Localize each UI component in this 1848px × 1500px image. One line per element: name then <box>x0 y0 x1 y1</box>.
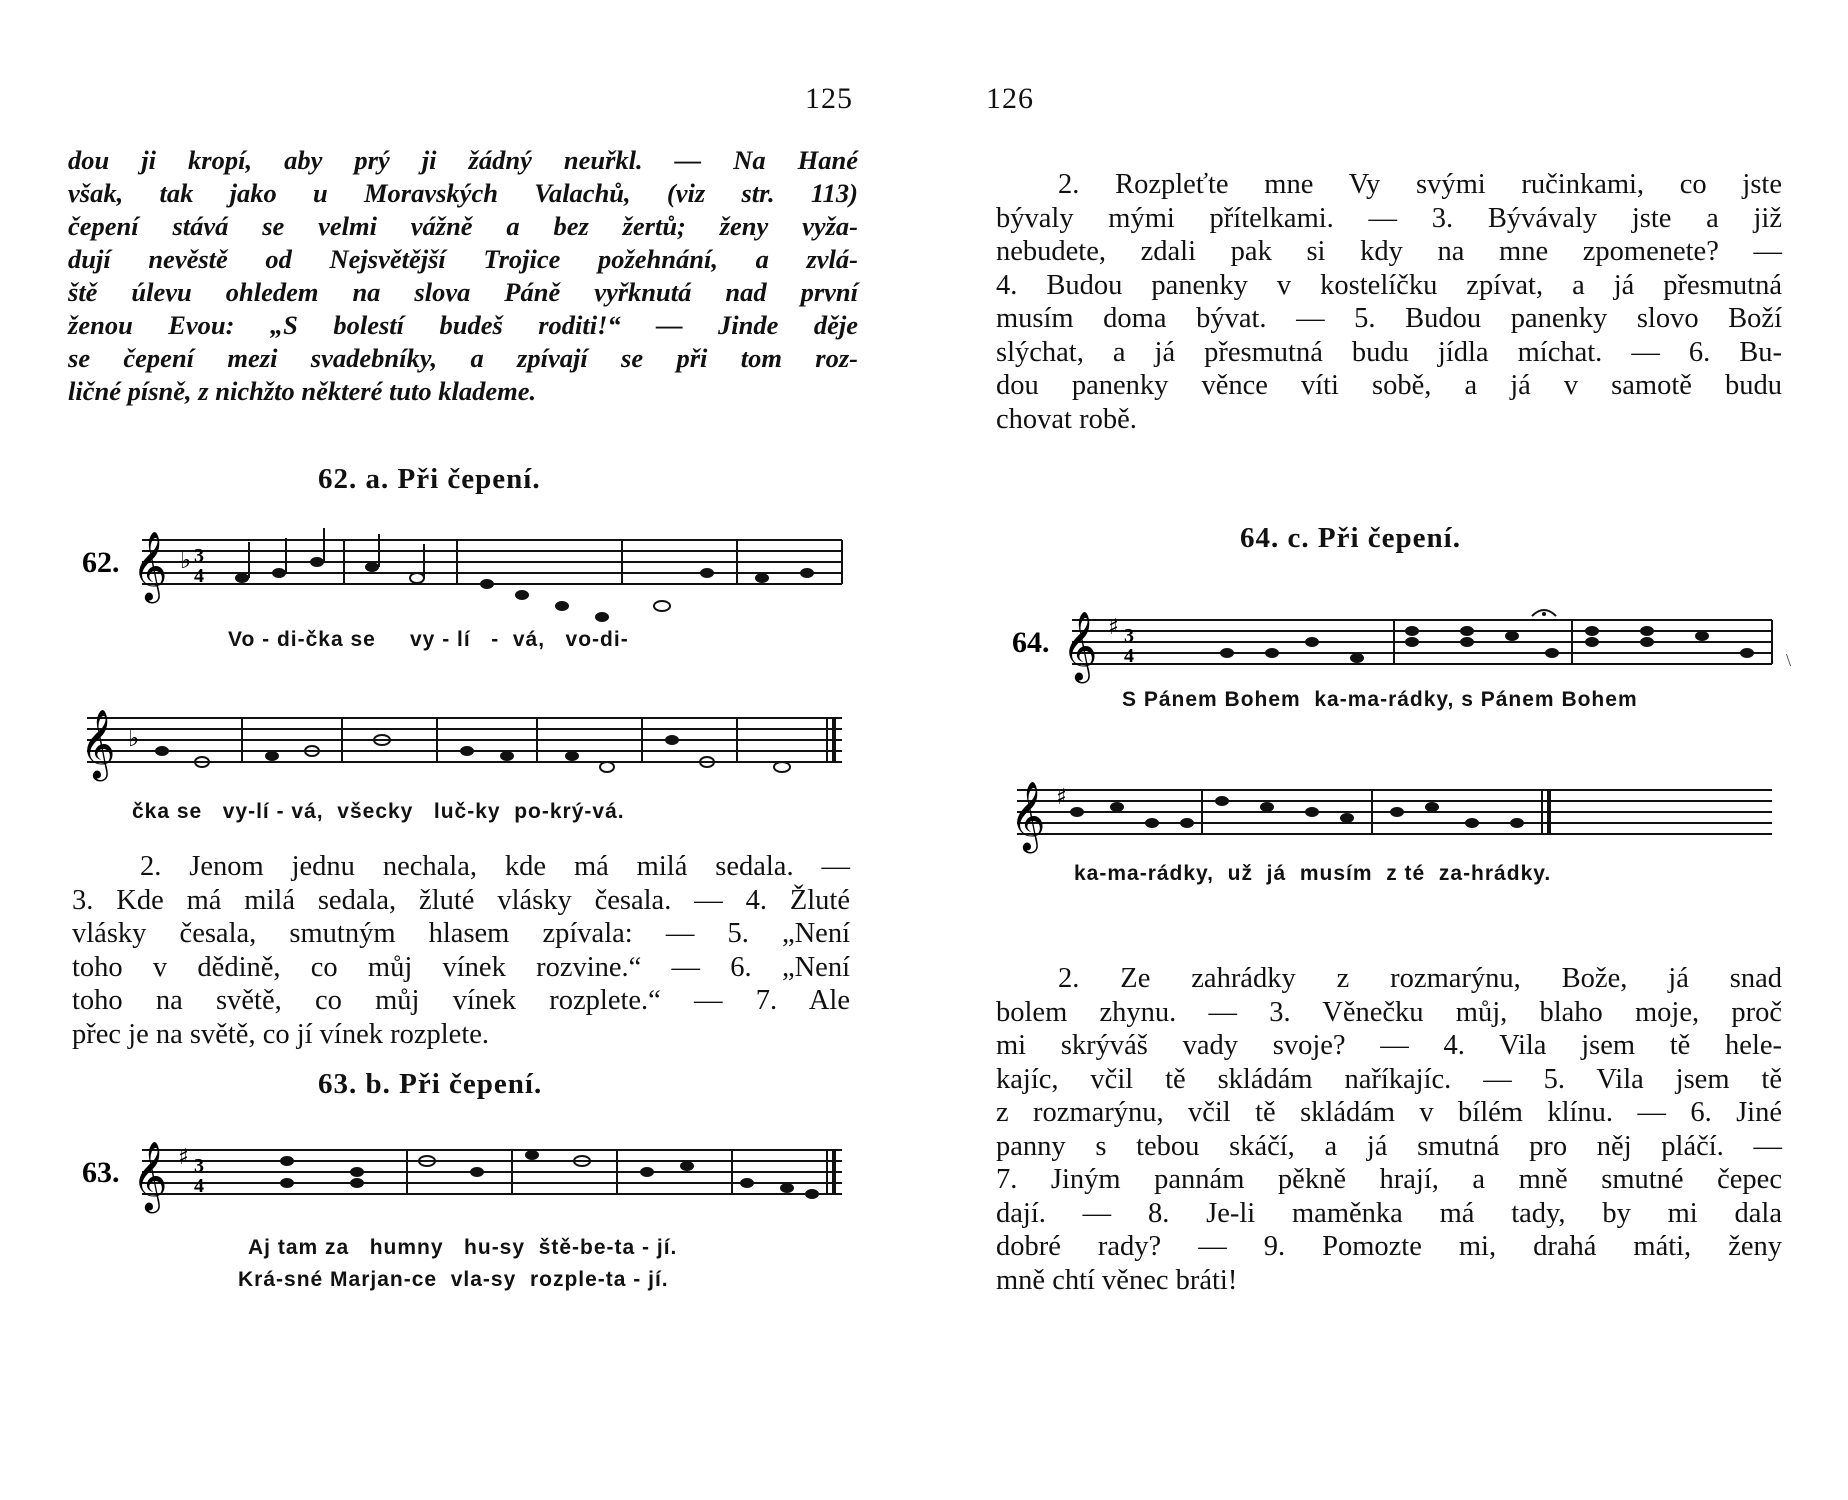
song-62-verses <box>72 850 850 1051</box>
text-line: z rozmarýnu, včil tě skládám v bílém klínu. — 6. Jiné <box>996 1097 1782 1128</box>
treble-clef-icon: 𝄞 <box>80 709 116 779</box>
treble-clef-icon: 𝄞 <box>132 531 168 601</box>
song-62-staff-2 <box>82 700 852 795</box>
text-line: panny s tebou skáčí, a já smutná pro něj pláčí. — <box>996 1130 1782 1162</box>
music-staff-icon <box>1012 598 1782 698</box>
text-line: ličné písně, z nichžto některé tuto klademe. <box>68 376 537 406</box>
music-staff-icon <box>82 520 852 620</box>
text-line: však, tak jako u Moravských Valachů, (viz str. 113) <box>68 178 858 208</box>
text-line: dobré rady? — 9. Pomozte mi, drahá máti, ženy <box>996 1231 1782 1262</box>
song-63-staff <box>82 1128 852 1233</box>
text-line: se čepení mezi svadebníky, a zpívají se při tom roz- <box>68 343 858 373</box>
text-line: 7. Jiným pannám pěkně hrají, a mně smutné čepec <box>996 1164 1782 1195</box>
music-staff-icon <box>82 700 852 790</box>
music-staff-icon <box>1012 770 1782 860</box>
music-staff-icon <box>82 1128 852 1228</box>
text-line: mně chtí věnec bráti! <box>996 1264 1238 1296</box>
song-64-lyrics-2: ka-ma-rádky, už já musím z té za-hrádky. <box>1074 862 1552 885</box>
svg-text:4: 4 <box>194 1175 204 1197</box>
text-line: nebudete, zdali pak si kdy na mne zpomenete? — <box>996 236 1782 267</box>
svg-text:♭: ♭ <box>180 546 192 574</box>
svg-text:3: 3 <box>1124 625 1134 647</box>
song-63-heading: 63. b. Při čepení. <box>318 1068 543 1100</box>
svg-text:♯: ♯ <box>1056 785 1067 810</box>
text-line: chovat robě. <box>996 403 1137 435</box>
song-64-heading: 64. c. Při čepení. <box>1240 522 1461 554</box>
text-line: čepení stává se velmi vážně a bez žertů; ženy vyža- <box>68 211 858 241</box>
song-number: 62. <box>82 546 120 579</box>
text-line: kajíc, včil tě skládám naříkajíc. — 5. Vila jsem tě <box>996 1063 1782 1095</box>
song-62-lyrics-1: Vo - di-čka se vy - lí - vá, vo-di- <box>228 628 629 651</box>
text-line: dují nevěstě od Nejsvětější Trojice požehnání, a zvlá- <box>68 244 858 274</box>
song-62-lyrics-2: čka se vy-lí - vá, všecky luč-ky po-krý-vá. <box>132 800 625 823</box>
svg-text:4: 4 <box>194 565 204 587</box>
text-line: mi skrýváš vady svoje? — 4. Vila jsem tě hele- <box>996 1030 1782 1061</box>
intro-paragraph <box>68 144 858 408</box>
text-line: dou ji kropí, aby prý ji žádný neuřkl. — Na Hané <box>68 145 858 175</box>
text-line: bývaly mými přítelkami. — 3. Bývávaly jste a již <box>996 202 1782 234</box>
song-number: 64. <box>1012 626 1050 659</box>
text-line: vlásky česala, smutným hlasem zpívala: — 5. „Není <box>72 918 850 949</box>
song-63-lyrics-1: Aj tam za humny hu-sy ště-be-ta - jí. <box>248 1236 678 1259</box>
song-64-verses <box>996 962 1782 1297</box>
song-64-staff-2 <box>1012 770 1782 865</box>
text-line: ště úlevu ohledem na slova Páně vyřknutá nad první <box>68 277 858 307</box>
text-line: slýchat, a já přesmutná budu jídla míchat. — 6. Bu- <box>996 336 1782 368</box>
right-page <box>924 0 1848 1500</box>
text-line: toho na světě, co můj vínek rozplete.“ — 7. Ale <box>72 985 850 1016</box>
text-line: musím doma bývat. — 5. Budou panenky slovo Boží <box>996 303 1782 334</box>
text-line: ženou Evou: „S bolestí budeš roditi!“ — Jinde děje <box>68 310 858 340</box>
text-line: 2. Rozpleťte mne Vy svými ručinkami, co jste <box>1058 169 1782 200</box>
treble-clef-icon: 𝄞 <box>1062 611 1098 681</box>
text-line: dají. — 8. Je-li maměnka má tady, by mi dala <box>996 1197 1782 1229</box>
svg-text:4: 4 <box>1124 645 1134 667</box>
song-62-heading: 62. a. Při čepení. <box>318 463 541 495</box>
song-number: 63. <box>82 1156 120 1189</box>
text-line: toho v dědině, co můj vínek rozvine.“ — 6. „Není <box>72 951 850 983</box>
text-line: dou panenky věnce víti sobě, a já v samotě budu <box>996 370 1782 401</box>
song-62-staff-1 <box>82 520 852 625</box>
svg-text:♯: ♯ <box>178 1145 189 1170</box>
text-line: 2. Ze zahrádky z rozmarýnu, Bože, já snad <box>1058 963 1782 994</box>
text-line: 4. Budou panenky v kostelíčku zpívat, a já přesmutná <box>996 269 1782 301</box>
text-line: bolem zhynu. — 3. Věnečku můj, blaho moje, proč <box>996 996 1782 1028</box>
page-number: 126 <box>986 82 1034 115</box>
text-line: 2. Jenom jednu nechala, kde má milá sedala. — <box>140 851 850 882</box>
stray-mark: \ <box>1786 650 1792 670</box>
svg-text:3: 3 <box>194 1155 204 1177</box>
svg-text:3: 3 <box>194 545 204 567</box>
song-63-lyrics-2: Krá-sné Marjan-ce vla-sy rozple-ta - jí. <box>238 1268 669 1291</box>
song-63-verses <box>996 168 1782 436</box>
song-64-lyrics-1: S Pánem Bohem ka-ma-rádky, s Pánem Bohem <box>1122 688 1638 711</box>
treble-clef-icon: 𝄞 <box>1010 781 1046 851</box>
svg-text:♯: ♯ <box>1108 615 1119 640</box>
text-line: přec je na světě, co jí vínek rozplete. <box>72 1018 490 1050</box>
page-number: 125 <box>805 82 853 115</box>
text-line: 3. Kde má milá sedala, žluté vlásky česala. — 4. Žluté <box>72 884 850 916</box>
svg-text:♭: ♭ <box>128 724 140 752</box>
treble-clef-icon: 𝄞 <box>132 1141 168 1211</box>
